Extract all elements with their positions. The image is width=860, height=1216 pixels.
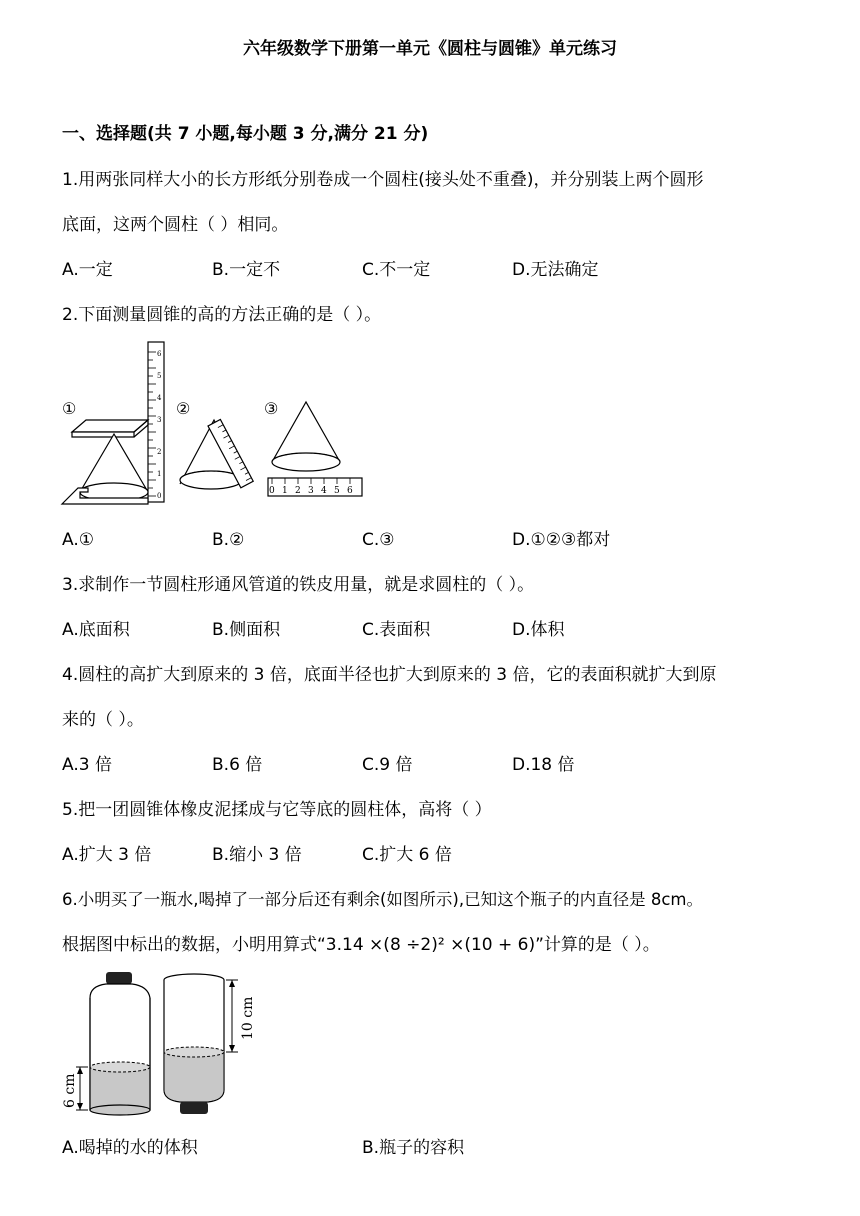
question-4-text-line2: 来的（ ）。 (62, 710, 144, 730)
q5-option-c[interactable]: C.扩大 6 倍 (362, 845, 452, 865)
q3-option-d[interactable]: D.体积 (512, 620, 565, 640)
svg-text:2: 2 (157, 448, 162, 456)
q1-option-c[interactable]: C.不一定 (362, 260, 431, 280)
question-5-text: 5.把一团圆锥体橡皮泥揉成与它等底的圆柱体，高将（ ） (62, 800, 492, 820)
label-6cm: 6 cm (62, 1073, 78, 1108)
svg-text:4: 4 (157, 394, 162, 402)
q5-option-b[interactable]: B.缩小 3 倍 (212, 845, 302, 865)
question-6-text-line2: 根据图中标出的数据，小明用算式“3.14 ×(8 ÷2)² ×(10 + 6)”计算的是（ ）。 (62, 935, 660, 955)
svg-text:3: 3 (157, 416, 162, 424)
svg-text:0: 0 (157, 492, 162, 500)
q3-option-b[interactable]: B.侧面积 (212, 620, 281, 640)
question-3-text: 3.求制作一节圆柱形通风管道的铁皮用量，就是求圆柱的（ ）。 (62, 575, 535, 595)
q2-option-c[interactable]: C.③ (362, 530, 395, 550)
q1-option-b[interactable]: B.一定不 (212, 260, 281, 280)
q4-option-c[interactable]: C.9 倍 (362, 755, 413, 775)
q1-option-d[interactable]: D.无法确定 (512, 260, 599, 280)
svg-text:6: 6 (157, 350, 162, 358)
q3-option-c[interactable]: C.表面积 (362, 620, 431, 640)
svg-text:5: 5 (157, 372, 162, 380)
q1-option-a[interactable]: A.一定 (62, 260, 113, 280)
cone-measure-figure (58, 338, 368, 510)
label-10cm: 10 cm (240, 996, 256, 1040)
svg-text:0: 0 (269, 486, 275, 496)
svg-text:1: 1 (282, 486, 288, 496)
q2-option-a[interactable]: A.① (62, 530, 94, 550)
q4-option-b[interactable]: B.6 倍 (212, 755, 263, 775)
q3-option-a[interactable]: A.底面积 (62, 620, 130, 640)
svg-text:3: 3 (308, 486, 314, 496)
q4-option-a[interactable]: A.3 倍 (62, 755, 112, 775)
page-title: 六年级数学下册第一单元《圆柱与圆锥》单元练习 (243, 39, 617, 59)
q2-option-d[interactable]: D.①②③都对 (512, 530, 611, 550)
question-2-text: 2.下面测量圆锥的高的方法正确的是（ ）。 (62, 305, 382, 325)
svg-text:4: 4 (321, 486, 327, 496)
q2-option-b[interactable]: B.② (212, 530, 245, 550)
svg-text:5: 5 (334, 486, 340, 496)
figure-label-3: ③ (264, 399, 279, 418)
svg-text:6: 6 (347, 486, 353, 496)
svg-text:1: 1 (157, 470, 162, 478)
q4-option-d[interactable]: D.18 倍 (512, 755, 575, 775)
section-heading: 一、选择题(共 7 小题,每小题 3 分,满分 21 分) (62, 124, 429, 144)
q5-option-a[interactable]: A.扩大 3 倍 (62, 845, 152, 865)
q6-option-a[interactable]: A.喝掉的水的体积 (62, 1138, 198, 1158)
question-4-text-line1: 4.圆柱的高扩大到原来的 3 倍，底面半径也扩大到原来的 3 倍，它的表面积就扩大到原 (62, 665, 717, 685)
bottle-figure (58, 970, 268, 1122)
question-1-text-line2: 底面，这两个圆柱（ ）相同。 (62, 215, 289, 235)
question-6-text-line1: 6.小明买了一瓶水,喝掉了一部分后还有剩余(如图所示),已知这个瓶子的内直径是 8cm。 (62, 890, 703, 909)
figure-label-1: ① (62, 399, 77, 418)
q6-option-b[interactable]: B.瓶子的容积 (362, 1138, 465, 1158)
svg-text:2: 2 (295, 486, 301, 496)
figure-label-2: ② (176, 399, 191, 418)
question-1-text-line1: 1.用两张同样大小的长方形纸分别卷成一个圆柱(接头处不重叠)，并分别装上两个圆形 (62, 170, 704, 190)
